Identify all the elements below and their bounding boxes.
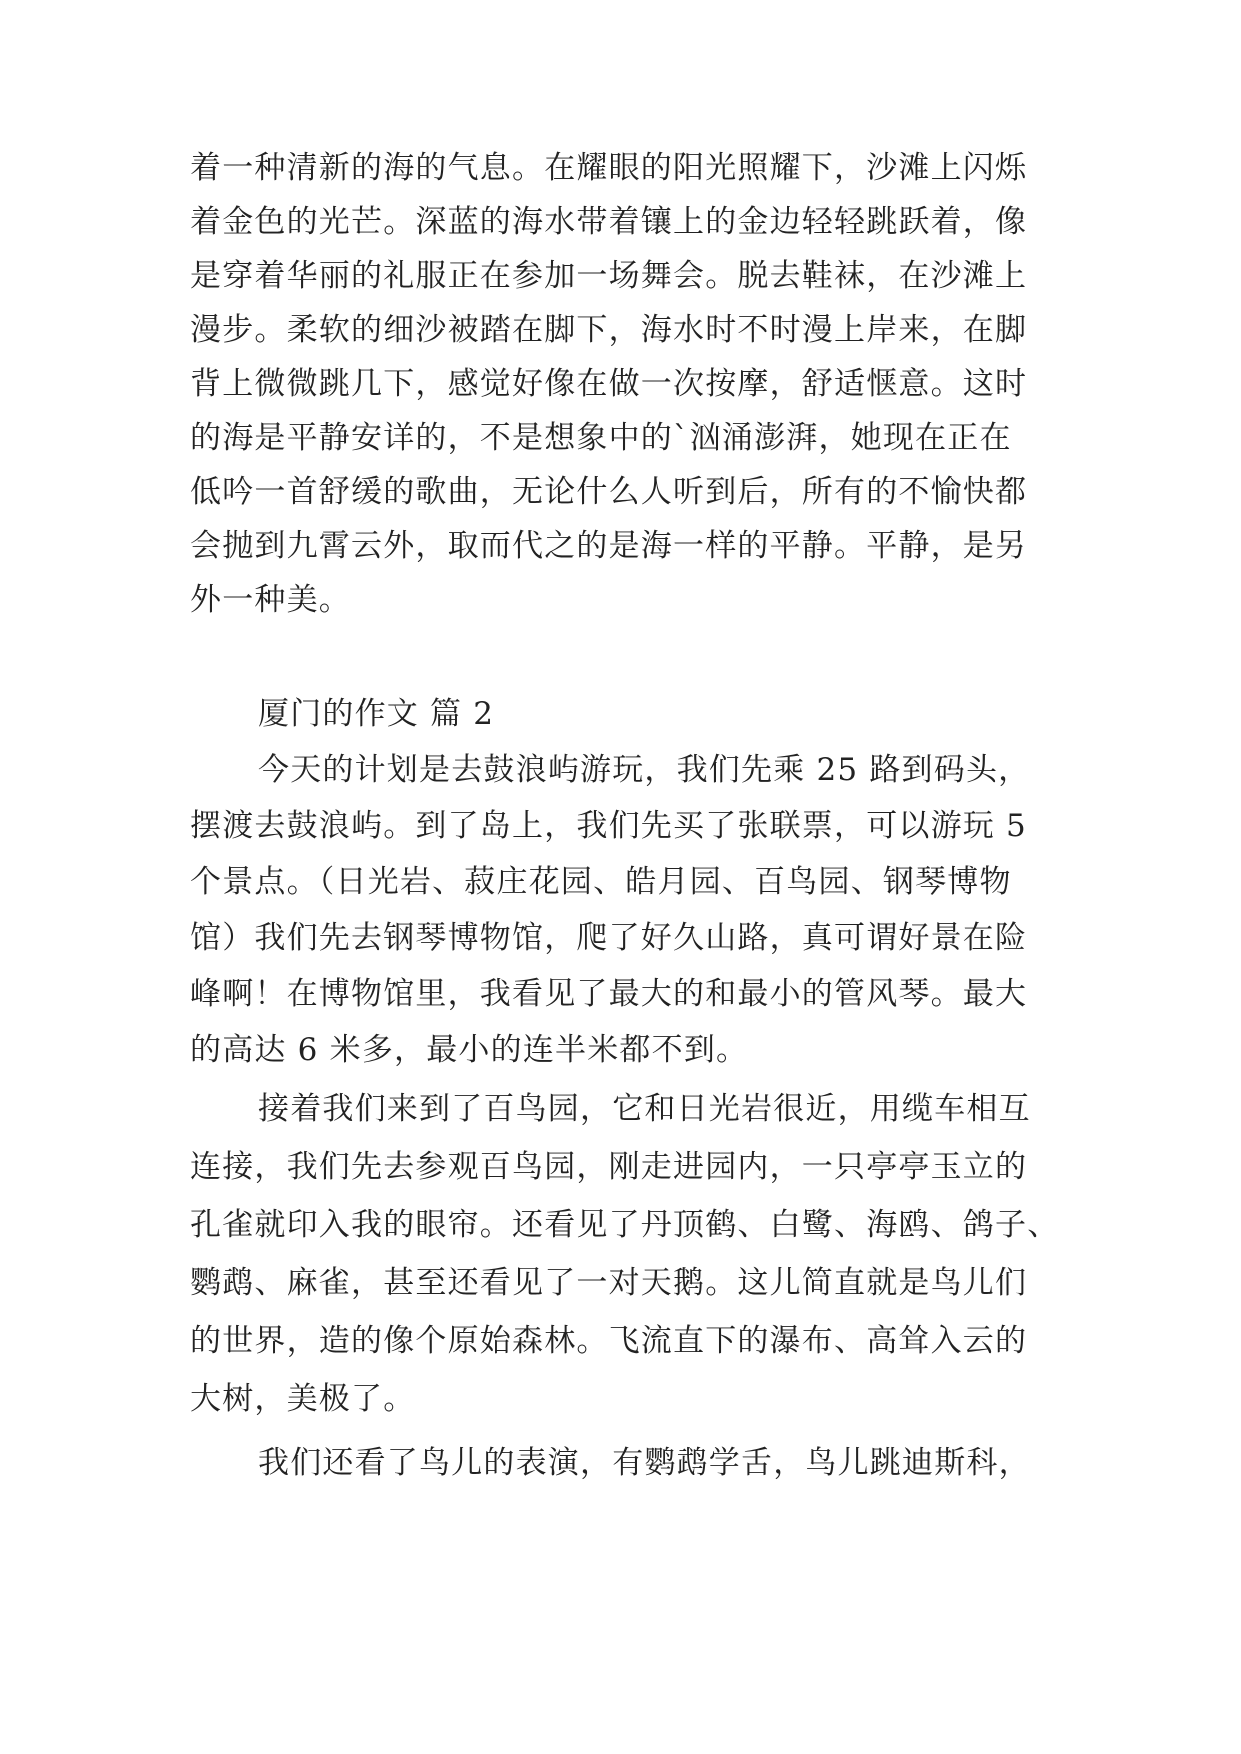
text-line: 的世界，造的像个原始森林。飞流直下的瀑布、高耸入云的 (190, 1323, 1028, 1359)
section-heading: 厦门的作文 篇 2 (258, 696, 495, 732)
text-line: 着一种清新的海的气息。在耀眼的阳光照耀下，沙滩上闪烁 (190, 150, 1028, 186)
text-line: 峰啊！在博物馆里，我看见了最大的和最小的管风琴。最大 (190, 976, 1028, 1012)
text-line: 着金色的光芒。深蓝的海水带着镶上的金边轻轻跳跃着，像 (190, 204, 1028, 240)
text-line: 个景点。（日光岩、菽庄花园、皓月园、百鸟园、钢琴博物 (190, 864, 1012, 900)
text-line: 是穿着华丽的礼服正在参加一场舞会。脱去鞋袜，在沙滩上 (190, 258, 1028, 294)
text-line: 漫步。柔软的细沙被踏在脚下，海水时不时漫上岸来，在脚 (190, 312, 1028, 348)
text-line: 低吟一首舒缓的歌曲，无论什么人听到后，所有的不愉快都 (190, 474, 1028, 510)
text-line: 的高达 6 米多，最小的连半米都不到。 (190, 1032, 749, 1068)
text-line: 连接，我们先去参观百鸟园，刚走进园内，一只亭亭玉立的 (190, 1149, 1028, 1185)
text-line: 摆渡去鼓浪屿。到了岛上，我们先买了张联票，可以游玩 5 (190, 808, 1027, 844)
text-line: 会抛到九霄云外，取而代之的是海一样的平静。平静，是另 (190, 528, 1028, 564)
text-line: 外一种美。 (190, 582, 351, 618)
text-line: 馆）我们先去钢琴博物馆，爬了好久山路，真可谓好景在险 (190, 920, 1028, 956)
text-line: 大树，美极了。 (190, 1381, 416, 1417)
text-line: 我们还看了鸟儿的表演，有鹦鹉学舌，鸟儿跳迪斯科， (258, 1445, 1031, 1481)
text-line: 接着我们来到了百鸟园，它和日光岩很近，用缆车相互 (258, 1091, 1031, 1127)
text-line: 的海是平静安详的，不是想象中的`汹涌澎湃，她现在正在 (190, 420, 1012, 456)
text-line: 背上微微跳几下，感觉好像在做一次按摩，舒适惬意。这时 (190, 366, 1028, 402)
text-line: 鹦鹉、麻雀，甚至还看见了一对天鹅。这儿简直就是鸟儿们 (190, 1265, 1028, 1301)
text-line: 孔雀就印入我的眼帘。还看见了丹顶鹤、白鹭、海鸥、鸽子、 (190, 1207, 1060, 1243)
text-line: 今天的计划是去鼓浪屿游玩，我们先乘 25 路到码头， (258, 752, 1031, 788)
